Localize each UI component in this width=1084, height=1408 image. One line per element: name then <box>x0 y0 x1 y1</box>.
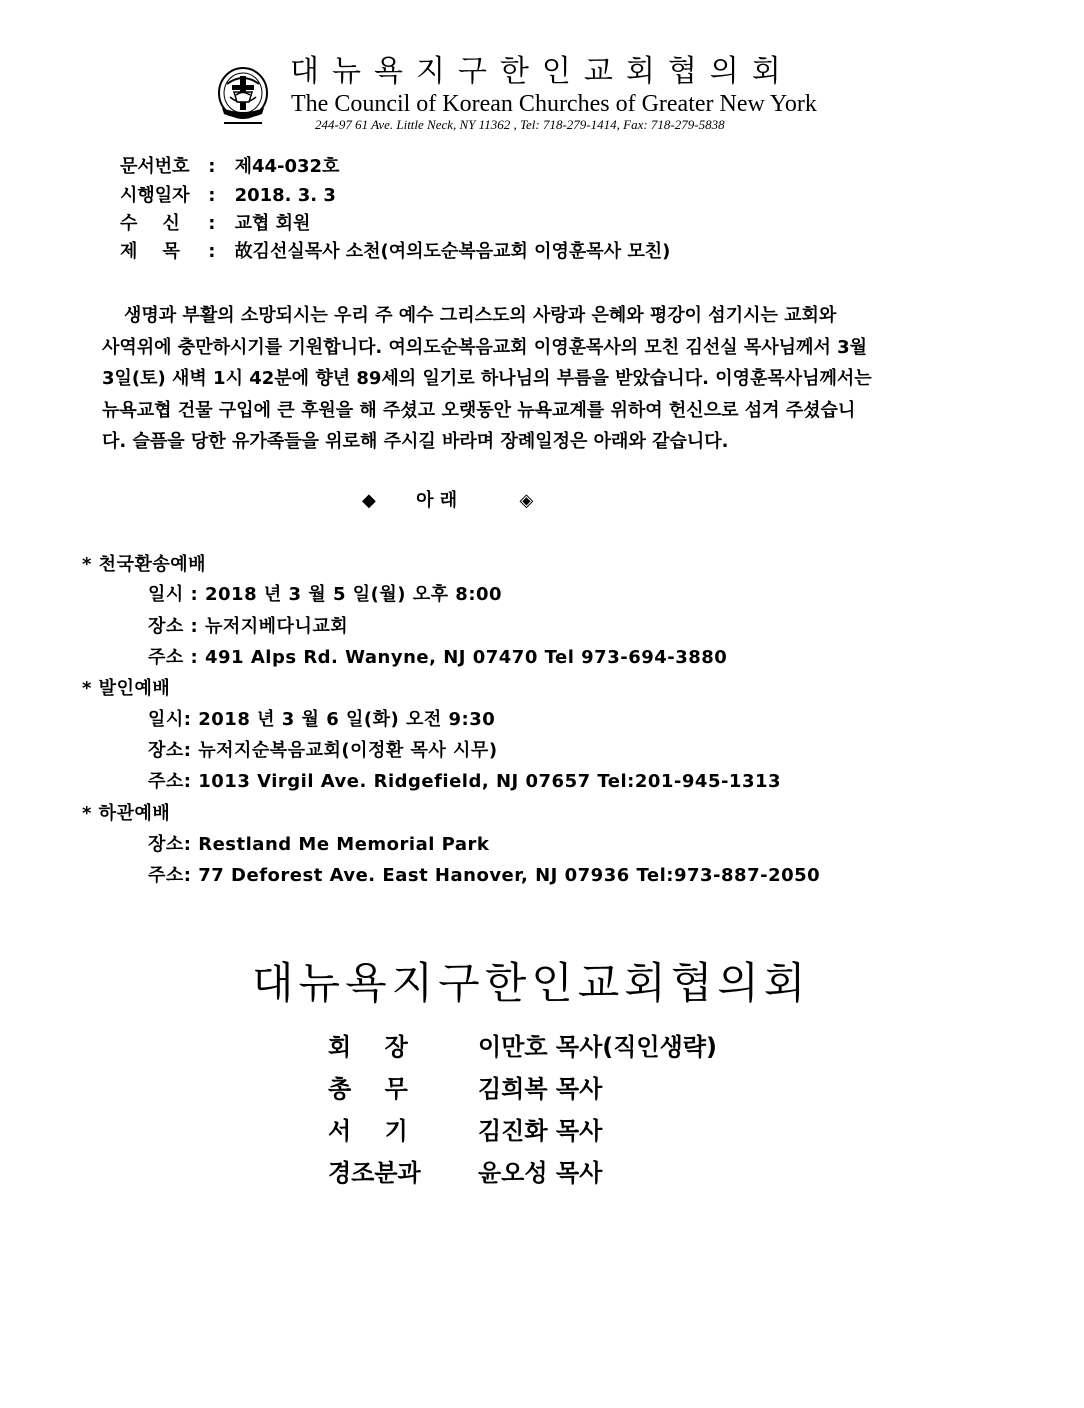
diamond-icon: ◆ <box>362 490 376 511</box>
officer-row <box>328 1032 717 1062</box>
meta-colon: : <box>208 185 216 206</box>
section-line: 장소 : 뉴저지베다니교회 <box>148 616 349 637</box>
section-line: 일시 : 2018 년 3 월 5 일(월) 오후 8:00 <box>148 584 503 605</box>
section-title: * 하관예배 <box>82 803 171 824</box>
section-title: * 천국환송예배 <box>82 554 207 575</box>
header-address: 244-97 61 Ave. Little Neck, NY 11362 , Tel: 718-279-1414, Fax: 718-279-5838 <box>315 117 725 132</box>
notice-heading <box>362 490 533 512</box>
meta-value: 2018. 3. 3 <box>234 185 336 206</box>
body-paragraph <box>80 300 960 458</box>
notice-text: 아 래 <box>416 490 458 511</box>
section-line: 일시: 2018 년 3 월 6 일(화) 오전 9:30 <box>148 709 496 730</box>
meta-colon: : <box>208 213 216 234</box>
meta-value: 故김선실목사 소천(여의도순복음교회 이영훈목사 모친) <box>234 241 671 262</box>
officer-name: 김희복 목사 <box>478 1075 603 1103</box>
header-title-english: The Council of Korean Churches of Greater New York <box>291 91 817 117</box>
diamond-outline-icon: ◈ <box>519 490 534 511</box>
body-line: 다. 슬픔을 당한 유가족들을 위로해 주시길 바라며 장례일정은 아래와 같습니다. <box>102 431 729 452</box>
officer-name: 윤오성 목사 <box>478 1159 603 1187</box>
council-seal-icon <box>214 64 272 130</box>
body-line: 뉴욕교협 건물 구입에 큰 후원을 해 주셨고 오랫동안 뉴욕교계를 위하여 헌신으로 섬겨 주셨습니 <box>102 399 856 421</box>
meta-label: 시행일자 <box>120 185 190 206</box>
meta-label: 수 신 <box>120 213 180 234</box>
meta-doc-number <box>120 156 339 178</box>
meta-colon: : <box>208 156 216 177</box>
section-line: 장소: Restland Me Memorial Park <box>148 834 490 855</box>
officer-role: 경조분과 <box>328 1159 421 1187</box>
meta-value: 제44-032호 <box>234 156 340 177</box>
officer-row <box>328 1074 602 1104</box>
officer-row <box>328 1116 602 1146</box>
section-line: 주소: 1013 Virgil Ave. Ridgefield, NJ 07657 Tel:201-945-1313 <box>148 771 782 792</box>
meta-issue-date <box>120 185 336 207</box>
meta-value: 교협 회원 <box>234 213 311 234</box>
officer-role: 회 장 <box>328 1033 408 1061</box>
section-title: * 발인예배 <box>82 678 171 699</box>
officer-role: 서 기 <box>328 1117 408 1145</box>
body-line: 사역위에 충만하시기를 기원합니다. 여의도순복음교회 이영훈목사의 모친 김선실 목사님께서 3월 <box>102 336 868 358</box>
officer-name: 김진화 목사 <box>478 1117 603 1145</box>
section-line: 주소 : 491 Alps Rd. Wanyne, NJ 07470 Tel 973-694-3880 <box>148 647 728 668</box>
body-line: 생명과 부활의 소망되시는 우리 주 예수 그리스도의 사랑과 은혜와 평강이 섬기시는 교회와 <box>124 305 837 326</box>
body-line: 3일(토) 새벽 1시 42분에 향년 89세의 일기로 하나님의 부름을 받았습니다. 이영훈목사님께서는 <box>102 368 872 389</box>
meta-recipient <box>120 213 310 235</box>
section-line: 장소: 뉴저지순복음교회(이정환 목사 시무) <box>148 740 498 761</box>
officer-row <box>328 1158 602 1188</box>
meta-label: 제 목 <box>120 241 180 262</box>
meta-subject <box>120 241 670 263</box>
officer-role: 총 무 <box>328 1075 408 1103</box>
meta-colon: : <box>208 241 216 262</box>
header-title-korean: 대뉴욕지구한인교회협의회 <box>290 54 794 89</box>
signature-title: 대뉴욕지구한인교회협의회 <box>252 959 811 1009</box>
section-line: 주소: 77 Deforest Ave. East Hanover, NJ 07936 Tel:973-887-2050 <box>148 865 821 886</box>
meta-label: 문서번호 <box>120 156 190 177</box>
officer-name: 이만호 목사(직인생략) <box>478 1033 717 1061</box>
